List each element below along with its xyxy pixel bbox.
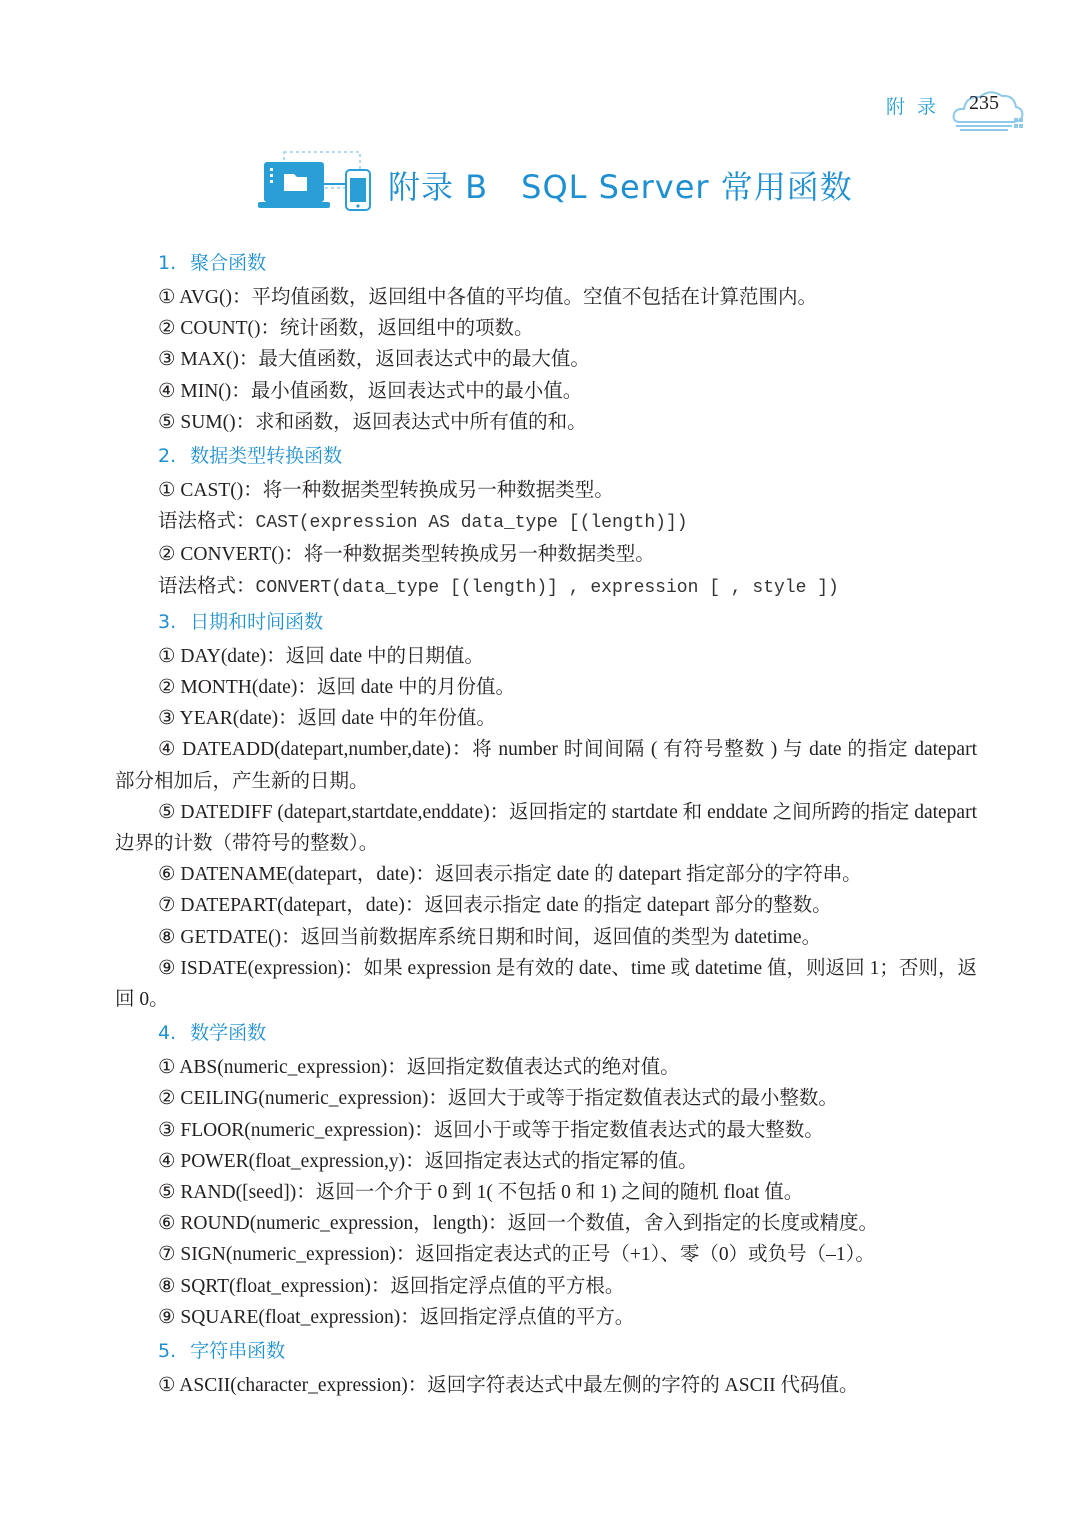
running-header	[880, 88, 1030, 134]
syntax-label: 语法格式：	[158, 575, 256, 597]
laptop-phone-icon	[258, 148, 378, 214]
code-snippet: CONVERT(data_type [(length)] , expression [ , style ])	[255, 577, 839, 598]
list-item: ⑦ DATEPART(datepart，date)：返回表示指定 date 的指定 datepart 部分的整数。	[158, 895, 832, 917]
list-item: ⑥ DATENAME(datepart，date)：返回表示指定 date 的 datepart 指定部分的字符串。	[158, 864, 862, 886]
list-item: ④ POWER(float_expression,y)：返回指定表达式的指定幂的值。	[158, 1150, 698, 1172]
list-item: ① DAY(date)：返回 date 中的日期值。	[158, 645, 485, 667]
section-heading: 3. 日期和时间函数	[158, 610, 324, 633]
list-item: ③ MAX()：最大值函数，返回表达式中的最大值。	[158, 349, 590, 371]
section-heading: 1. 聚合函数	[158, 252, 267, 274]
list-item: ⑨ ISDATE(expression)：如果 expression 是有效的 date、time 或 datetime 值，则返回 1；否则，返回 0。	[115, 957, 977, 1011]
list-item: ① ABS(numeric_expression)：返回指定数值表达式的绝对值。	[158, 1057, 680, 1079]
syntax-line	[115, 506, 977, 539]
list-item: ④ DATEADD(datepart,number,date)：将 number 时间间隔 ( 有符号整数 ) 与 date 的指定 datepart 部分相加后，产生新的日期。	[115, 739, 977, 792]
list-item: ① ASCII(character_expression)：返回字符表达式中最左侧的字符的 ASCII 代码值。	[158, 1375, 859, 1397]
list-item: ① AVG()：平均值函数，返回组中各值的平均值。空值不包括在计算范围内。	[158, 287, 818, 308]
chapter-title-block	[258, 148, 898, 218]
list-item: ③ FLOOR(numeric_expression)：返回小于或等于指定数值表达式的最大整数。	[158, 1119, 824, 1141]
list-item: ① CAST()：将一种数据类型转换成另一种数据类型。	[158, 480, 614, 502]
list-item: ② CONVERT()：将一种数据类型转换成另一种数据类型。	[158, 544, 655, 566]
page-number: 235	[969, 92, 999, 114]
code-snippet: CAST(expression AS data_type [(length)])	[255, 513, 688, 534]
running-title: 附录	[886, 96, 949, 118]
syntax-label: 语法格式：	[158, 511, 256, 533]
list-item: ⑤ RAND([seed])：返回一个介于 0 到 1( 不包括 0 和 1) 之间的随机 float 值。	[158, 1182, 804, 1204]
list-item: ⑨ SQUARE(float_expression)：返回指定浮点值的平方。	[158, 1306, 635, 1328]
list-item: ⑤ SUM()：求和函数，返回表达式中所有值的和。	[158, 411, 587, 433]
list-item: ⑧ GETDATE()：返回当前数据库系统日期和时间，返回值的类型为 datetime。	[158, 926, 822, 948]
list-item: ⑤ DATEDIFF (datepart,startdate,enddate)：返回指定的 startdate 和 enddate 之间所跨的指定 datepart 边界的计数（带符号的整数）。	[115, 801, 977, 855]
page-content	[115, 245, 977, 1401]
list-item: ② MONTH(date)：返回 date 中的月份值。	[158, 677, 516, 699]
list-item: ③ YEAR(date)：返回 date 中的年份值。	[158, 708, 496, 730]
syntax-line	[115, 571, 977, 604]
section-heading: 5. 字符串函数	[158, 1340, 286, 1363]
list-item: ④ MIN()：最小值函数，返回表达式中的最小值。	[158, 380, 583, 402]
list-item: ② CEILING(numeric_expression)：返回大于或等于指定数值表达式的最小整数。	[158, 1088, 838, 1110]
list-item: ⑧ SQRT(float_expression)：返回指定浮点值的平方根。	[158, 1275, 625, 1297]
section-heading: 2. 数据类型转换函数	[158, 445, 343, 468]
list-item: ② COUNT()：统计函数，返回组中的项数。	[158, 318, 534, 340]
section-heading: 4. 数学函数	[158, 1022, 267, 1045]
list-item: ⑥ ROUND(numeric_expression，length)：返回一个数值，舍入到指定的长度或精度。	[158, 1213, 878, 1235]
list-item: ⑦ SIGN(numeric_expression)：返回指定表达式的正号（+1）、零（0）或负号（–1）。	[158, 1244, 875, 1266]
page-title: 附录 B SQL Server 常用函数	[388, 168, 853, 206]
